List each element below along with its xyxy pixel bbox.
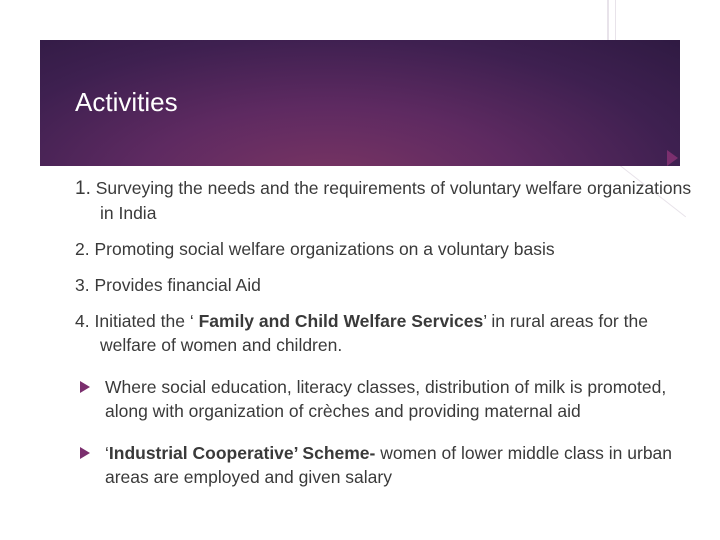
item-text: Promoting social welfare organizations on a voluntary basis [94,239,555,259]
list-item [75,176,700,225]
bullet-text-bold: Industrial Cooperative’ Scheme- [108,443,376,463]
triangle-bullet-icon [80,447,90,459]
item-text: Provides financial Aid [94,275,261,295]
list-item [75,237,700,261]
bullet-item [80,441,700,489]
list-item [75,309,700,357]
item-text-bold: Family and Child Welfare Services [198,311,484,331]
item-text-suffix: ’ in rural areas for the welfare of women and children. [100,311,648,355]
item-text-prefix: Initiated the ‘ [94,311,199,331]
bullet-text: Where social education, literacy classes, distribution of milk is promoted, along with organization of crèches and providing maternal aid [105,377,667,421]
bullet-text-suffix: women of lower middle class in urban areas are employed and given salary [105,443,673,487]
bullet-item [80,375,700,423]
item-text: Surveying the needs and the requirements of voluntary welfare organizations in India [95,178,692,223]
item-number: 4. [75,311,90,331]
item-number: 2. [75,239,90,259]
slide-title: Activities [75,87,178,117]
item-number: 1. [75,178,91,199]
slide-content [75,176,700,501]
corner-triangle-icon [667,150,678,166]
list-item [75,273,700,297]
title-band [40,40,680,166]
item-number: 3. [75,275,90,295]
triangle-bullet-icon [80,381,90,393]
bullet-text-prefix: ‘ [105,443,109,463]
